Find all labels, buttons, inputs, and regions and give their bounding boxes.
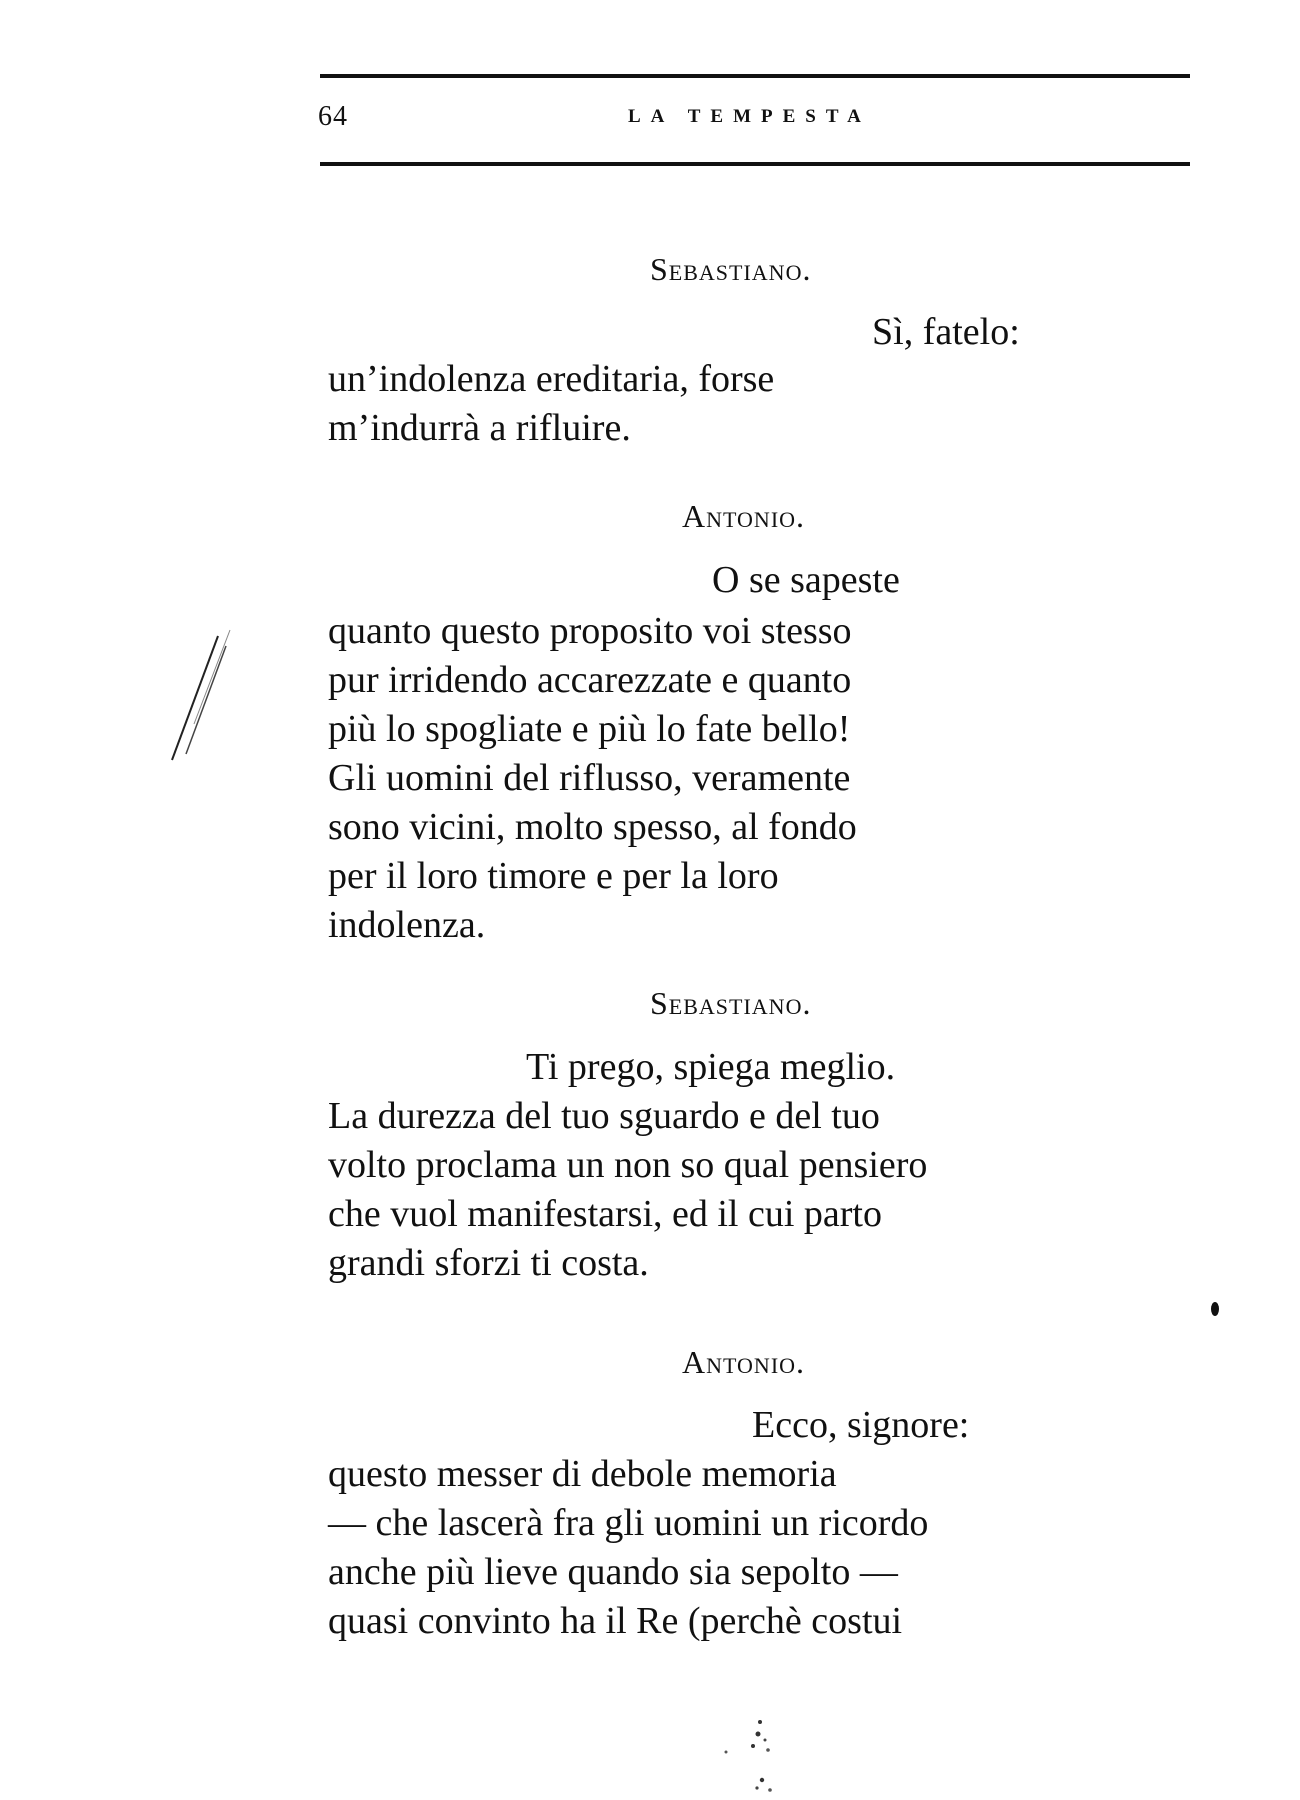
verse-line: più lo spogliate e più lo fate bello! <box>328 708 851 750</box>
verse-first-line: Sì, fatelo: <box>872 311 1020 353</box>
verse-line: Gli uomini del riflusso, veramente <box>328 757 851 799</box>
speaker-name: Sebastiano. <box>650 985 812 1021</box>
ink-speck <box>718 1710 808 1800</box>
header-top-rule <box>320 74 1190 78</box>
verse-line: un’indolenza ereditaria, forse <box>328 358 775 400</box>
verse-line: — che lascerà fra gli uomini un ricordo <box>328 1502 929 1544</box>
verse-line: indolenza. <box>328 904 486 946</box>
verse-first-line: O se sapeste <box>712 559 900 601</box>
verse-line: per il loro timore e per la loro <box>328 855 779 897</box>
verse-line: che vuol manifestarsi, ed il cui parto <box>328 1193 882 1235</box>
speaker-name: Antonio. <box>682 498 806 534</box>
verse-block <box>328 355 774 453</box>
ink-speck <box>1208 1300 1222 1318</box>
verse-block <box>328 1092 927 1288</box>
page-number: 64 <box>318 101 348 132</box>
verse-line: quasi convinto ha il Re (perchè costui <box>328 1600 903 1642</box>
verse-first-line: Ti prego, spiega meglio. <box>526 1046 896 1088</box>
verse-line: La durezza del tuo sguardo e del tuo <box>328 1095 880 1137</box>
speaker-name: Antonio. <box>682 1344 806 1380</box>
verse-block <box>328 1450 928 1646</box>
pencil-mark <box>138 628 238 768</box>
verse-line: sono vicini, molto spesso, al fondo <box>328 806 857 848</box>
verse-line: anche più lieve quando sia sepolto — <box>328 1551 898 1593</box>
verse-line: grandi sforzi ti costa. <box>328 1242 649 1284</box>
verse-line: pur irridendo accarezzate e quanto <box>328 659 852 701</box>
speaker-name: Sebastiano. <box>650 251 812 287</box>
verse-line: quanto questo proposito voi stesso <box>328 610 852 652</box>
header-bottom-rule <box>320 162 1190 166</box>
verse-line: questo messer di debole memoria <box>328 1453 837 1495</box>
verse-line: volto proclama un non so qual pensiero <box>328 1144 928 1186</box>
verse-line: m’indurrà a rifluire. <box>328 407 631 449</box>
verse-block <box>328 607 857 950</box>
running-title: LA TEMPESTA <box>628 106 871 127</box>
verse-first-line: Ecco, signore: <box>752 1404 970 1446</box>
